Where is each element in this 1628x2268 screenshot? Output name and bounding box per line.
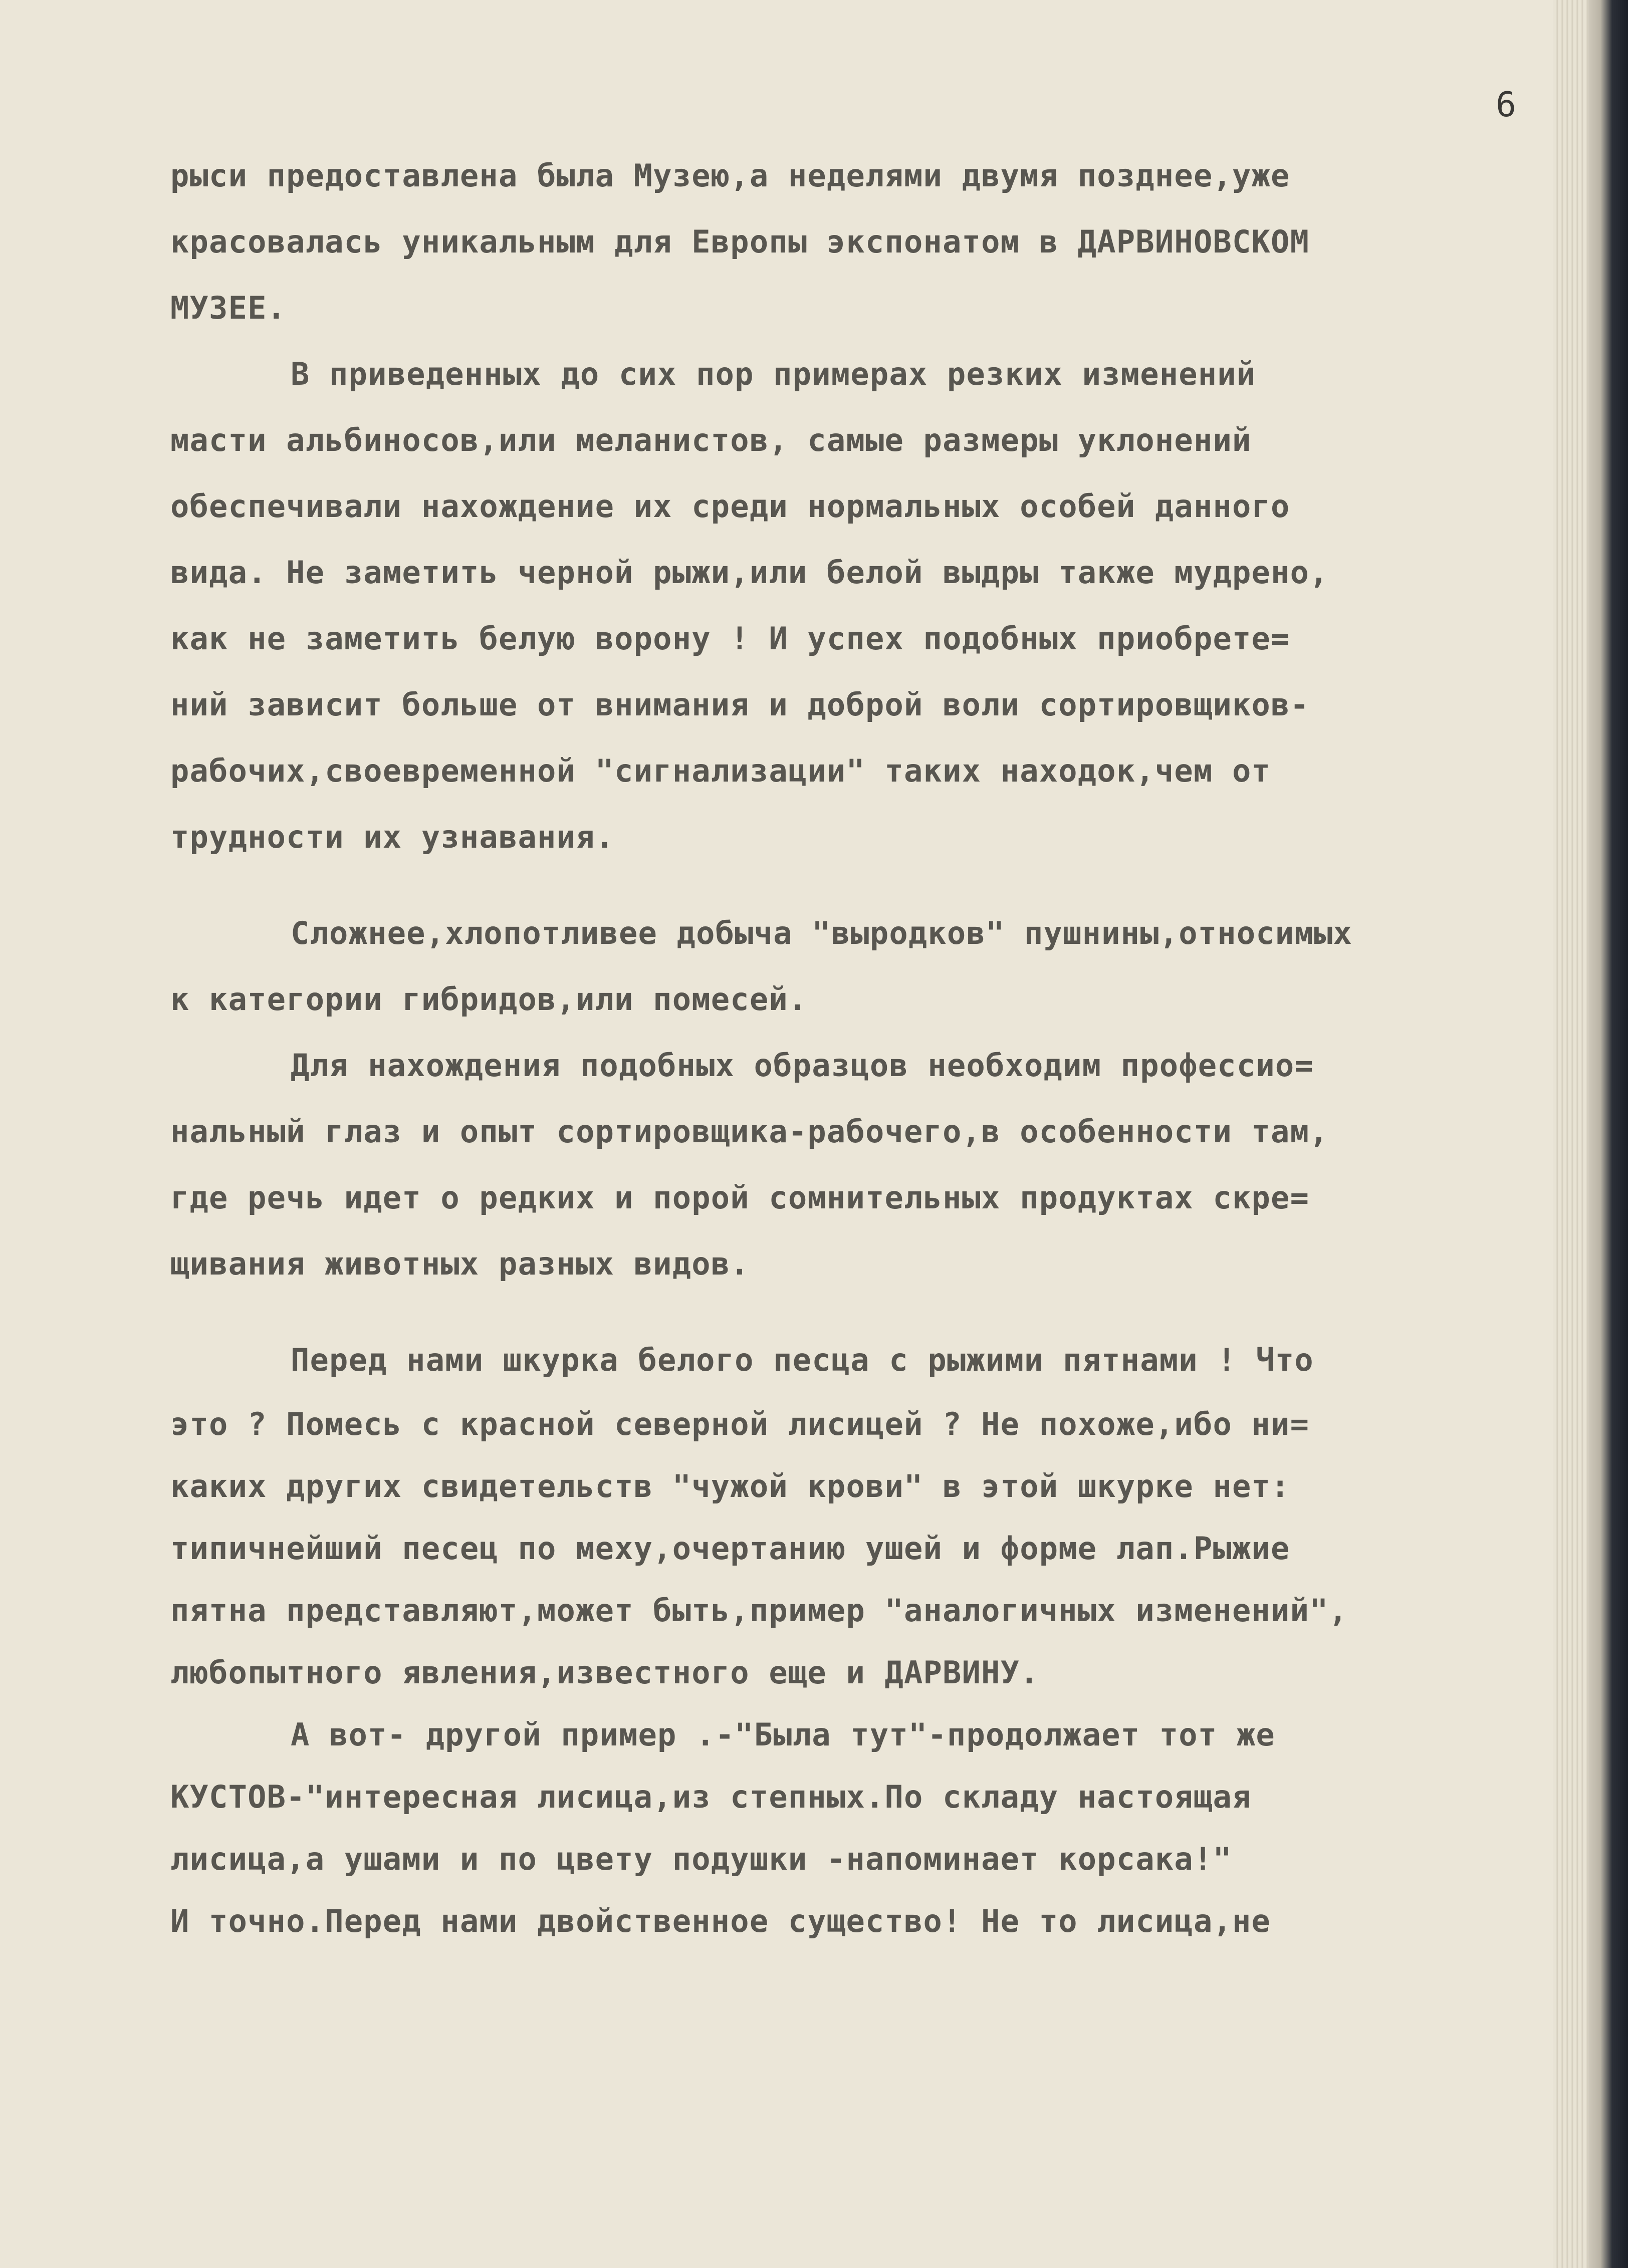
text-line: Сложнее,хлопотливее добыча "выродков" пушнины,относимых [291, 915, 1352, 951]
text-line: КУСТОВ-"интересная лисица,из степных.По складу настоящая [170, 1779, 1252, 1815]
text-line: щивания животных разных видов. [170, 1245, 750, 1282]
text-line: обеспечивали нахождение их среди нормальных особей данного [170, 488, 1290, 525]
text-line: лисица,а ушами и по цвету подушки -напоминает корсака!" [170, 1841, 1232, 1877]
text-line: МУЗЕЕ. [170, 290, 287, 326]
page-number: 6 [1496, 85, 1516, 125]
text-line: А вот- другой пример .-"Была тут"-продолжает тот же [291, 1716, 1275, 1753]
text-line: трудности их узнавания. [170, 819, 615, 855]
text-line: рабочих,своевременной "сигнализации" таких находок,чем от [170, 752, 1271, 789]
text-line: Перед нами шкурка белого песца с рыжими пятнами ! Что [291, 1342, 1314, 1378]
text-line: к категории гибридов,или помесей. [170, 981, 808, 1018]
text-line: пятна представляют,может быть,пример "аналогичных изменений", [170, 1592, 1348, 1629]
text-line: это ? Помесь с красной северной лисицей ? Не похоже,ибо ни= [170, 1406, 1310, 1442]
text-line: как не заметить белую ворону ! И успех подобных приобрете= [170, 620, 1290, 657]
text-line: ний зависит больше от внимания и доброй воли сортировщиков- [170, 686, 1310, 723]
text-line: масти альбиносов,или меланистов, самые размеры уклонений [170, 422, 1252, 458]
text-line: вида. Не заметить черной рыжи,или белой выдры также мудрено, [170, 554, 1329, 591]
text-line: каких других свидетельств "чужой крови" в этой шкурке нет: [170, 1468, 1290, 1504]
paragraph-4 [170, 1033, 1533, 1297]
text-line: И точно.Перед нами двойственное существо! Не то лисица,не [170, 1903, 1271, 1939]
text-line: В приведенных до сих пор примерах резких изменений [291, 356, 1256, 392]
paragraph-5 [170, 1327, 1533, 1704]
typed-text-body [170, 143, 1533, 1952]
scanner-background [1588, 0, 1628, 2268]
paragraph-2 [170, 341, 1533, 870]
text-line: красовалась уникальным для Европы экспонатом в ДАРВИНОВСКОМ [170, 223, 1310, 260]
text-line: Для нахождения подобных образцов необходим профессио= [291, 1047, 1314, 1084]
paragraph-6 [170, 1704, 1533, 1952]
text-line: где речь идет о редких и порой сомнительных продуктах скре= [170, 1179, 1310, 1216]
text-line: рыси предоставлена была Музею,а неделями двумя позднее,уже [170, 157, 1290, 194]
text-line: типичнейший песец по меху,очертанию ушей и форме лап.Рыжие [170, 1530, 1290, 1567]
paragraph-1 [170, 143, 1533, 341]
paragraph-gap [170, 870, 1533, 900]
text-line: нальный глаз и опыт сортировщика-рабочего,в особенности там, [170, 1113, 1329, 1150]
paragraph-3 [170, 900, 1533, 1033]
paragraph-gap [170, 1297, 1533, 1327]
text-line: любопытного явления,известного еще и ДАРВИНУ. [170, 1654, 1039, 1691]
